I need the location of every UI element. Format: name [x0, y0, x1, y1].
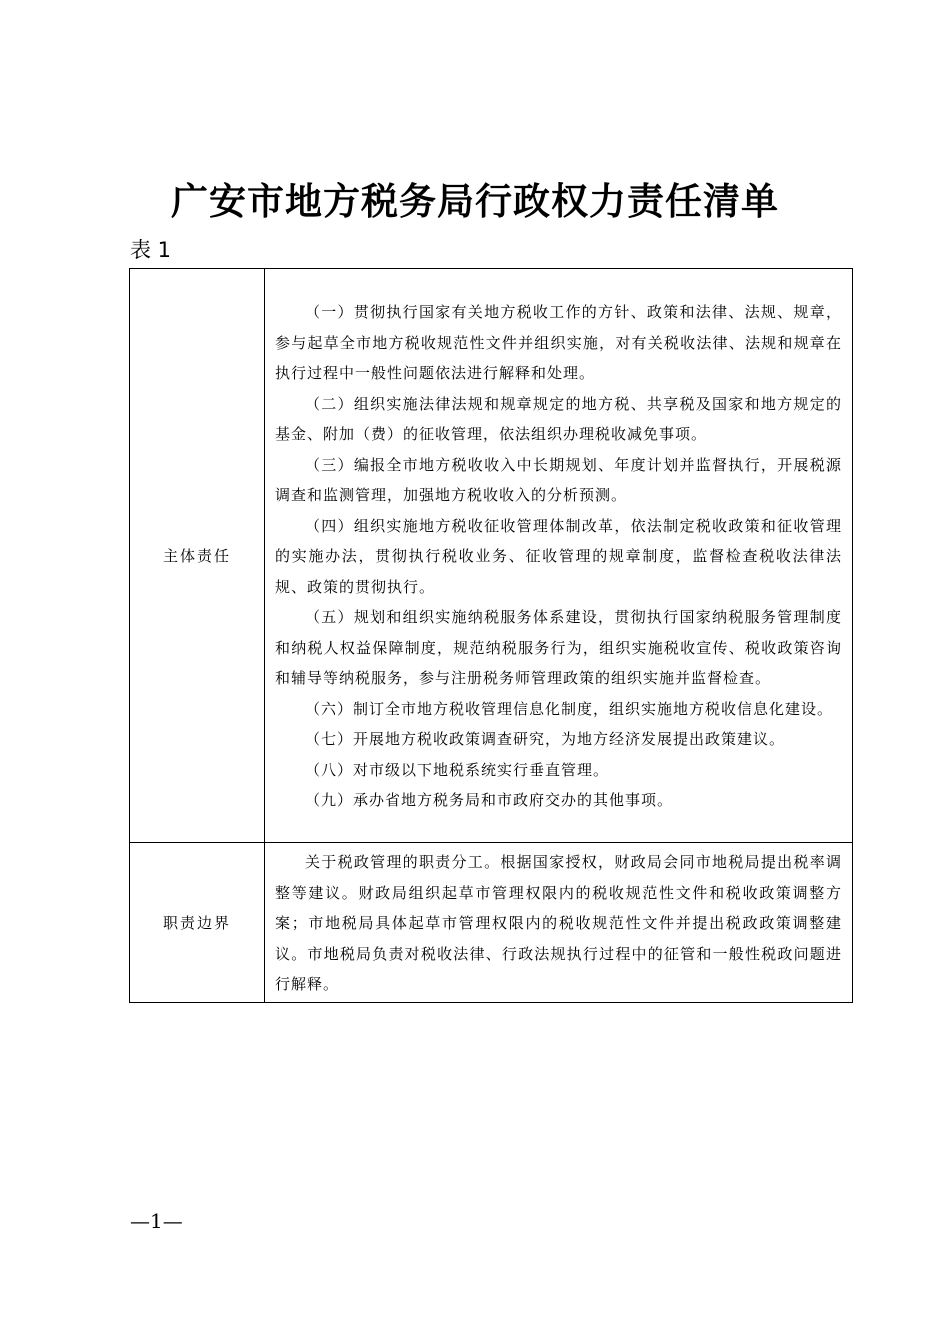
duty-paragraph-5: （五）规划和组织实施纳税服务体系建设，贯彻执行国家纳税服务管理制度和纳税人权益保障制度，规范纳税服务行为，组织实施税收宣传、税收政策咨询和辅导等纳税服务，参与注册税务师管理政策的组织实施并监督检查。: [275, 608, 842, 688]
row-content-main-responsibility: [265, 269, 853, 843]
table-row-main-responsibility: [130, 269, 853, 843]
page-number: —1—: [130, 1209, 183, 1233]
row-heading-main-responsibility: 主体责任: [130, 269, 265, 843]
table-row-duty-boundary: [130, 843, 853, 1003]
duty-paragraph-2: （二）组织实施法律法规和规章规定的地方税、共享税及国家和地方规定的基金、附加（费）的征收管理，依法组织办理税收减免事项。: [275, 394, 842, 444]
duty-paragraph-8: （八）对市级以下地税系统实行垂直管理。: [305, 760, 610, 779]
table-label: 表 1: [130, 238, 172, 262]
duty-paragraph-6: （六）制订全市地方税收管理信息化制度，组织实施地方税收信息化建设。: [305, 699, 834, 718]
duty-paragraph-1: （一）贯彻执行国家有关地方税收工作的方针、政策和法律、法规、规章，参与起草全市地方税收规范性文件并组织实施，对有关税收法律、法规和规章在执行过程中一般性问题依法进行解释和处理。: [275, 303, 842, 383]
boundary-paragraph: 关于税政管理的职责分工。根据国家授权，财政局会同市地税局提出税率调整等建议。财政局组织起草市管理权限内的税收规范性文件和税收政策调整方案；市地税局具体起草市管理权限内的税收规范性文件并提出税政政策调整建议。市地税局负责对税收法律、行政法规执行过程中的征管和一般性税政问题进行解释。: [275, 853, 842, 993]
duty-paragraph-7: （七）开展地方税收政策调查研究，为地方经济发展提出政策建议。: [305, 730, 786, 749]
page-title: 广安市地方税务局行政权力责任清单: [171, 179, 779, 223]
duty-paragraph-4: （四）组织实施地方税收征收管理体制改革，依法制定税收政策和征收管理的实施办法，贯彻执行税收业务、征收管理的规章制度，监督检查税收法律法规、政策的贯彻执行。: [275, 516, 842, 596]
duty-paragraph-3: （三）编报全市地方税收收入中长期规划、年度计划并监督执行，开展税源调查和监测管理，加强地方税收收入的分析预测。: [275, 455, 842, 505]
row-heading-duty-boundary: 职责边界: [130, 843, 265, 1003]
row-content-duty-boundary: [265, 843, 853, 1003]
duty-paragraph-9: （九）承办省地方税务局和市政府交办的其他事项。: [305, 791, 674, 810]
responsibility-table: [129, 268, 853, 1003]
